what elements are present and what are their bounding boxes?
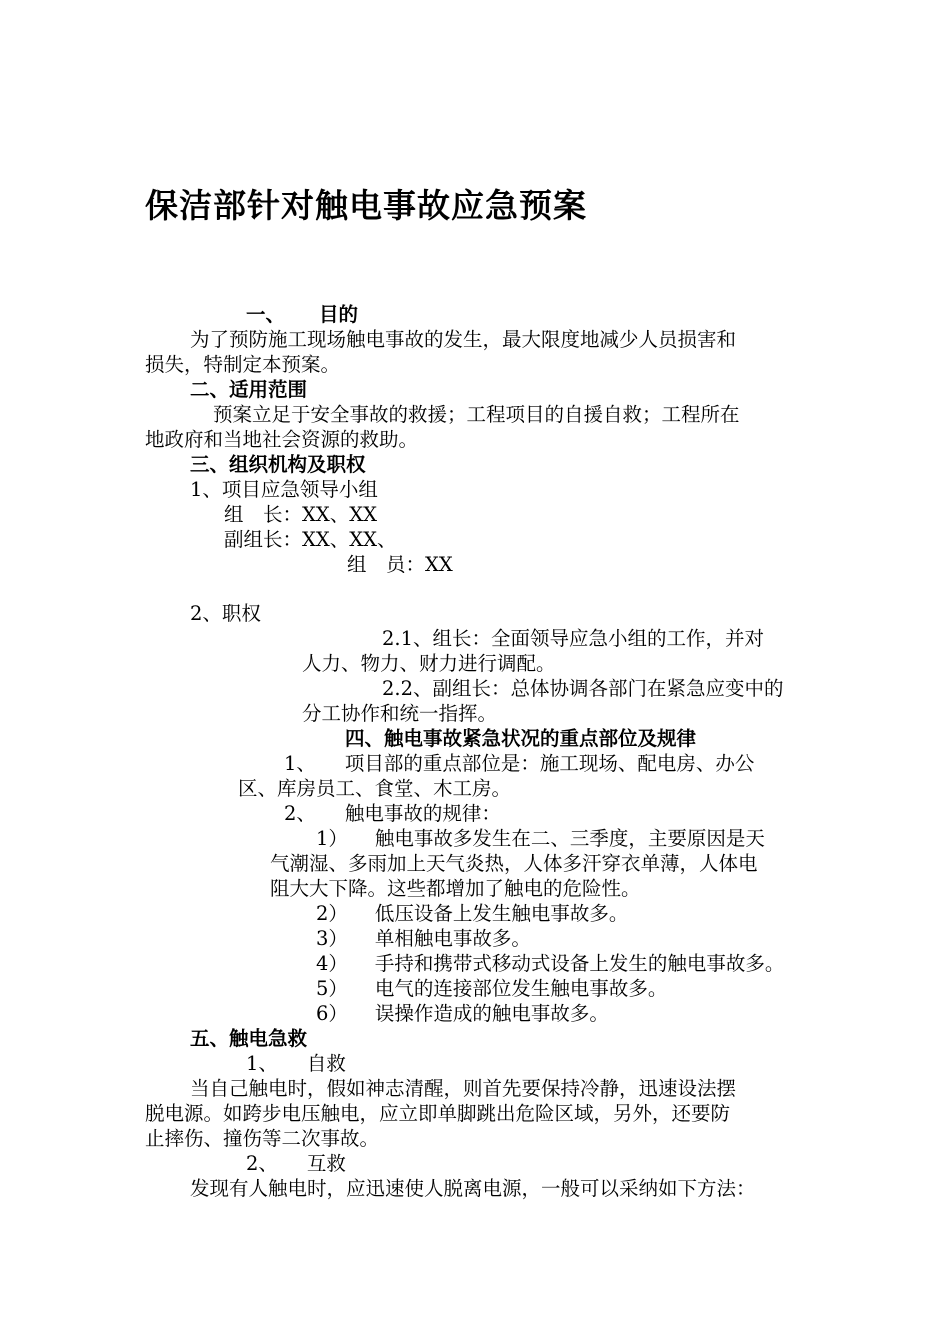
duty-1-line-2: 人力、物力、财力进行调配。 (302, 652, 556, 675)
rule-4-text: 手持和携带式移动式设备上发生的触电事故多。 (374, 952, 785, 975)
rule-5-number: 5） (316, 977, 348, 1000)
section-1-text-line-2: 损失，特制定本预案。 (145, 353, 341, 376)
section-2-heading: 二、适用范围 (190, 378, 308, 401)
item-2-line (284, 801, 501, 826)
rule-1-line-3: 阻大大下降。这些都增加了触电的危险性。 (270, 877, 641, 900)
section-1-heading (246, 302, 358, 327)
section-2-text-line-1: 预案立足于安全事故的救援；工程项目的自援自救；工程所在 (213, 403, 740, 426)
aid-2-heading (246, 1151, 346, 1176)
rule-1-line-2: 气潮湿、多雨加上天气炎热，人体多汗穿衣单薄，人体电 (270, 852, 758, 875)
rule-2-number: 2） (316, 902, 348, 925)
group-member: 组 员：XX (347, 553, 453, 576)
section-2-text-line-2: 地政府和当地社会资源的救助。 (145, 428, 419, 451)
rule-3-text: 单相触电事故多。 (374, 927, 531, 950)
aid-2-number: 2、 (246, 1152, 278, 1175)
aid-1-heading (246, 1051, 346, 1076)
item-1-line-1 (284, 751, 754, 776)
rule-5-line (316, 976, 667, 1001)
item-1-text: 项目部的重点部位是：施工现场、配电房、办公 (344, 752, 755, 775)
item-1-number: 1、 (284, 752, 316, 775)
section-1-title: 目的 (319, 303, 359, 326)
aid-1-text-line-2: 脱电源。如跨步电压触电，应立即单脚跳出危险区域，另外，还要防 (145, 1102, 731, 1125)
section-1-text-line-1: 为了预防施工现场触电事故的发生，最大限度地减少人员损害和 (190, 328, 737, 351)
group-vice-leader: 副组长：XX、XX、 (224, 528, 397, 551)
rule-4-number: 4） (316, 952, 348, 975)
rule-1-number: 1） (316, 827, 348, 850)
duty-2-line-1: 2.2、副组长：总体协调各部门在紧急应变中的 (382, 677, 784, 700)
group-leader: 组 长：XX、XX (224, 503, 378, 526)
section-1-number: 一、 (246, 303, 286, 326)
rule-1-line-1 (316, 826, 765, 851)
rule-1-text: 触电事故多发生在二、三季度，主要原因是天 (374, 827, 765, 850)
duty-2-line-2: 分工协作和统一指挥。 (302, 702, 498, 725)
rule-6-text: 误操作造成的触电事故多。 (374, 1002, 609, 1025)
rule-2-text: 低压设备上发生触电事故多。 (374, 902, 629, 925)
rule-3-number: 3） (316, 927, 348, 950)
aid-1-text-line-3: 止摔伤、撞伤等二次事故。 (145, 1127, 380, 1150)
rule-5-text: 电气的连接部位发生触电事故多。 (374, 977, 668, 1000)
aid-2-text-line-1: 发现有人触电时，应迅速使人脱离电源，一般可以采纳如下方法： (190, 1177, 756, 1200)
aid-1-text-line-1: 当自己触电时，假如神志清醒，则首先要保持冷静，迅速设法摆 (190, 1077, 737, 1100)
duty-1-line-1: 2.1、组长：全面领导应急小组的工作，并对 (382, 627, 765, 650)
aid-1-number: 1、 (246, 1052, 278, 1075)
rule-3-line (316, 926, 531, 951)
rule-2-line (316, 901, 628, 926)
item-2-number: 2、 (284, 802, 316, 825)
section-4-heading: 四、触电事故紧急状况的重点部位及规律 (345, 727, 697, 750)
duty-title: 2、职权 (190, 602, 261, 625)
aid-2-title: 互救 (306, 1152, 346, 1175)
item-1-line-2: 区、库房员工、食堂、木工房。 (238, 777, 512, 800)
rule-4-line (316, 951, 784, 976)
rule-6-line (316, 1001, 609, 1026)
document-title: 保洁部针对触电事故应急预案 (145, 186, 587, 225)
group-title: 1、项目应急领导小组 (190, 478, 378, 501)
item-2-text: 触电事故的规律： (344, 802, 501, 825)
section-5-heading: 五、触电急救 (190, 1027, 308, 1050)
rule-6-number: 6） (316, 1002, 348, 1025)
aid-1-title: 自救 (306, 1052, 346, 1075)
section-3-heading: 三、组织机构及职权 (190, 453, 366, 476)
